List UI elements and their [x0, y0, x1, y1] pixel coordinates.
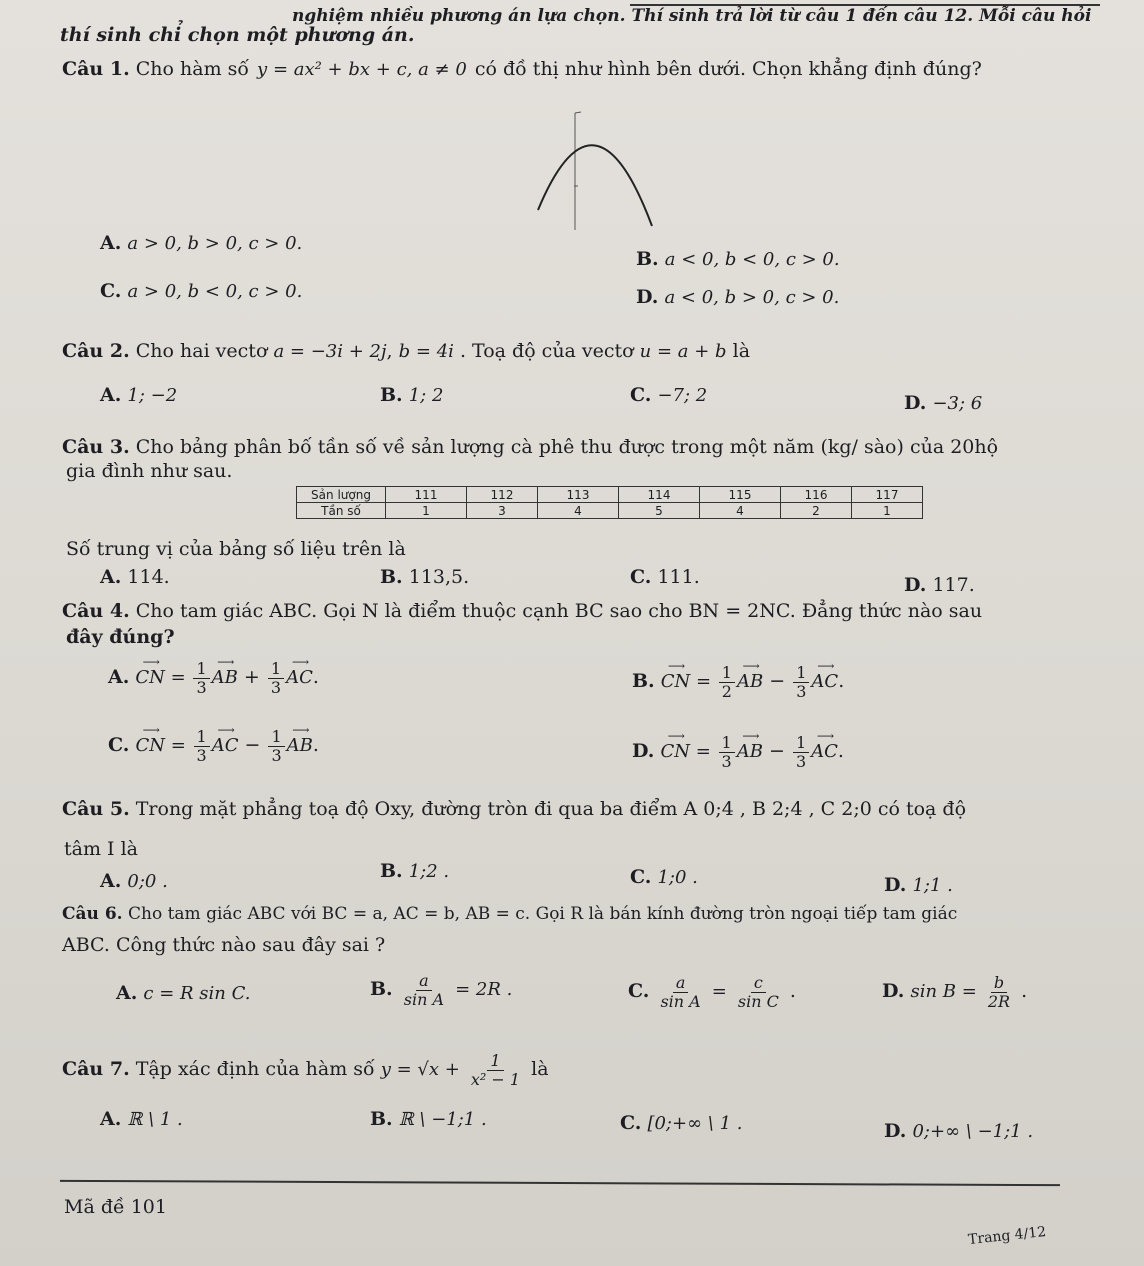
q7-option-a: A. ℝ \ 1 .	[100, 1108, 183, 1130]
q7-label: Câu 7.	[62, 1058, 130, 1081]
q4-stem-line1	[62, 600, 982, 622]
q1-option-b: B. a < 0, b < 0, c > 0.	[636, 248, 840, 270]
header-line1: thí sinh chỉ chọn một phương án.	[60, 24, 415, 46]
page-number: Trang 4/12	[967, 1223, 1047, 1249]
parabola-curve	[538, 145, 652, 226]
table-cell: 5	[619, 503, 700, 519]
table-cell: 112	[467, 487, 538, 503]
q4-option-b: B. ⟶ CN = $\frac{1}{2}$ ⟶ AB − $\frac{1}{3}$ ⟶ AC.	[632, 664, 844, 700]
q2-vector-b: b = 4i	[398, 341, 454, 362]
table-cell: Tần số	[297, 503, 386, 519]
frequency-table	[296, 486, 923, 519]
q1-text-b: có đồ thị như hình bên dưới. Chọn khẳng định đúng?	[474, 58, 982, 80]
q2-text2: . Toạ độ của vectơ	[459, 340, 634, 362]
q6-option-d: D. sin B = $\frac{b}{2R}$ .	[882, 973, 1028, 1011]
q2-option-d: D. −3; 6	[904, 392, 983, 414]
q5-label: Câu 5.	[62, 798, 130, 820]
q1-text-a: Cho hàm số	[135, 58, 249, 80]
q2-option-c: C. −7; 2	[630, 384, 708, 406]
footer-rule	[60, 1180, 1060, 1186]
q3-stem-line2: gia đình như sau.	[66, 460, 233, 482]
table-cell: 117	[852, 487, 923, 503]
table-cell: 113	[538, 487, 619, 503]
q1-label: Câu 1.	[62, 58, 130, 80]
table-cell: 1	[386, 503, 467, 519]
q5-option-a: A. 0;0 .	[100, 870, 168, 892]
q6-stem-line1	[62, 904, 957, 924]
q7-text: Tập xác định của hàm số	[135, 1058, 375, 1081]
table-cell: 2	[781, 503, 852, 519]
q4-option-a: A. ⟶ CN = $\frac{1}{3}$ ⟶ AB + $\frac{1}{3}$ ⟶ AC.	[108, 660, 319, 696]
q6-text1: Cho tam giác ABC với BC = a, AC = b, AB = c. Gọi R là bán kính đường tròn ngoại tiếp tam giác	[127, 904, 958, 924]
graph-axis-tick	[575, 112, 581, 113]
table-cell: 4	[700, 503, 781, 519]
q3-option-b: B. 113,5.	[380, 566, 470, 588]
q4-label: Câu 4.	[62, 600, 130, 622]
table-cell: 116	[781, 487, 852, 503]
q4-option-c: C. ⟶ CN = $\frac{1}{3}$ ⟶ AC − $\frac{1}{3}$ ⟶ AB.	[108, 728, 319, 764]
q5-stem-line1	[62, 798, 966, 820]
q6-label: Câu 6.	[62, 904, 123, 924]
q6-stem-line2: ABC. Công thức nào sau đây sai ?	[62, 934, 386, 956]
q5-stem-line2: tâm I là	[64, 838, 138, 860]
table-cell: 3	[467, 503, 538, 519]
q2-text: Cho hai vectơ	[135, 340, 268, 362]
table-cell: 4	[538, 503, 619, 519]
q1-stem	[62, 58, 982, 80]
q7-stem: Câu 7. Tập xác định của hàm số y = √x + $\frac{1}{\text{x² − 1}}$ là	[62, 1051, 549, 1089]
q4-text1: Cho tam giác ABC. Gọi N là điểm thuộc cạnh BC sao cho BN = 2NC. Đẳng thức nào sau	[135, 600, 983, 622]
q1-option-d: D. a < 0, b > 0, c > 0.	[636, 286, 840, 308]
q7-option-d: D. 0;+∞ \ −1;1 .	[884, 1120, 1034, 1142]
q5-option-d: D. 1;1 .	[884, 874, 953, 896]
table-cell: 1	[852, 503, 923, 519]
exam-code: Mã đề 101	[64, 1196, 167, 1218]
table-cell: 114	[619, 487, 700, 503]
q3-option-d: D. 117.	[904, 574, 975, 596]
q2-vector-a: a = −3i + 2j	[273, 341, 387, 362]
q3-stem-line1	[62, 436, 998, 458]
q7-la: là	[531, 1058, 549, 1081]
q7-option-b: B. ℝ \ −1;1 .	[370, 1108, 487, 1130]
parabola-graph	[520, 108, 680, 233]
q2-la: là	[732, 340, 751, 362]
q5-option-c: C. 1;0 .	[630, 866, 698, 888]
q3-option-a: A. 114.	[100, 566, 170, 588]
table-row-header	[297, 487, 923, 503]
q6-option-b: B. $\frac{a}{\text{sin A}}$ = 2R .	[370, 971, 513, 1009]
q2-vector-u: u = a + b	[639, 341, 727, 362]
q2-option-b: B. 1; 2	[380, 384, 444, 406]
header-line0: nghiệm nhiều phương án lựa chọn. Thí sinh trả lời từ câu 1 đến câu 12. Mỗi câu hỏi	[292, 6, 1092, 26]
q2-label: Câu 2.	[62, 340, 130, 362]
q3-label: Câu 3.	[62, 436, 130, 458]
q1-option-c: C. a > 0, b < 0, c > 0.	[100, 280, 303, 302]
table-cell: 111	[386, 487, 467, 503]
q5-option-b: B. 1;2 .	[380, 860, 450, 882]
q4-stem-line2: đây đúng?	[66, 626, 175, 648]
q3-text1: Cho bảng phân bố tần số về sản lượng cà phê thu được trong một năm (kg/ sào) của 20hộ	[135, 436, 999, 458]
q1-formula: y = ax² + bx + c, a ≠ 0	[257, 59, 467, 80]
q7-option-c: C. [0;+∞ \ 1 .	[620, 1112, 743, 1134]
q6-option-c: C. $\frac{a}{\text{sin A}}$ = $\frac{c}{\text{sin C}}$ .	[628, 973, 796, 1011]
q3-option-c: C. 111.	[630, 566, 700, 588]
table-row-frequency	[297, 503, 923, 519]
q4-option-d: D. ⟶ CN = $\frac{1}{3}$ ⟶ AB − $\frac{1}{3}$ ⟶ AC.	[632, 734, 844, 770]
q3-question: Số trung vị của bảng số liệu trên là	[66, 538, 406, 560]
table-cell: Sản lượng	[297, 487, 386, 503]
q2-option-a: A. 1; −2	[100, 384, 178, 406]
q5-text1: Trong mặt phẳng toạ độ Oxy, đường tròn đi qua ba điểm A 0;4 , B 2;4 , C 2;0 có toạ độ	[135, 798, 967, 820]
table-cell: 115	[700, 487, 781, 503]
q6-option-a: A. c = R sin C.	[116, 982, 251, 1004]
q1-option-a: A. a > 0, b > 0, c > 0.	[100, 232, 303, 254]
q2-stem: Câu 2. Cho hai vectơ a = −3i + 2j, b = 4i . Toạ độ của vectơ u = a + b là	[62, 340, 751, 362]
